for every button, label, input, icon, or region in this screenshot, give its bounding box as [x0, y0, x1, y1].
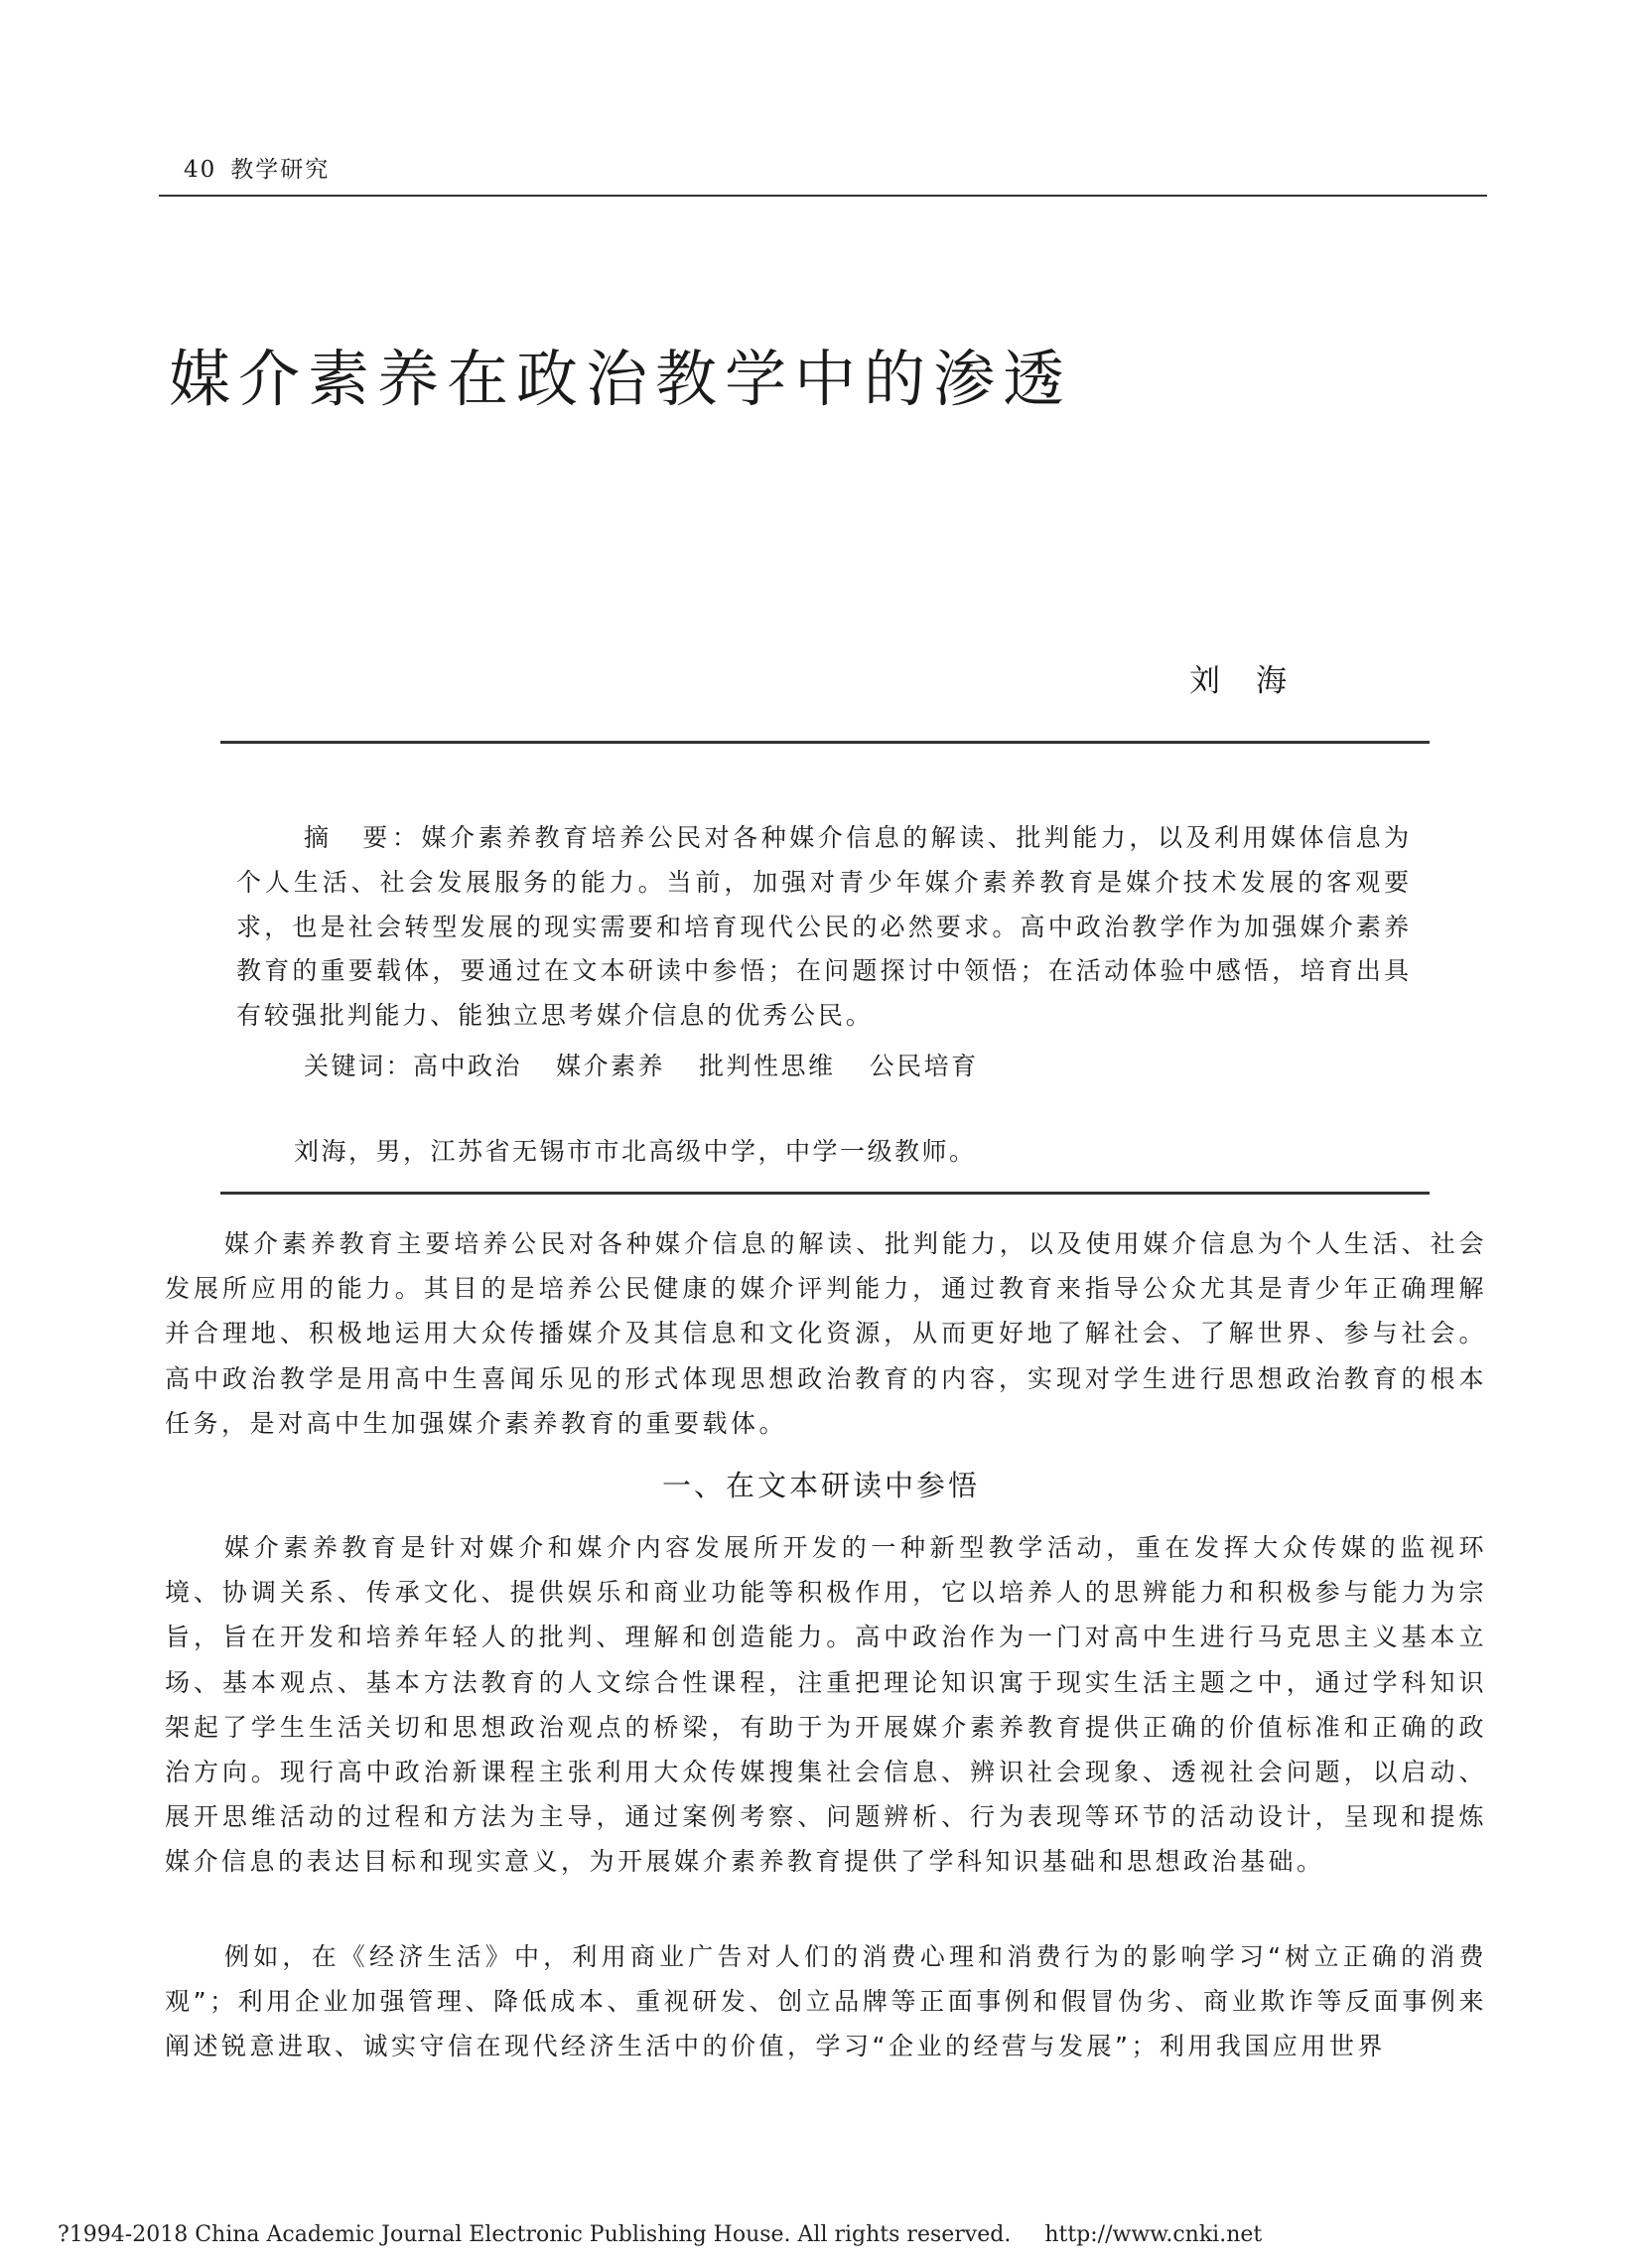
footer-url[interactable]: http://www.cnki.net	[1044, 2222, 1263, 2247]
abstract-label: 摘 要：	[304, 823, 422, 852]
abstract-bottom-rule	[220, 1192, 1430, 1195]
footer-copyright: ?1994-2018 China Academic Journal Electronic Publishing House. All rights reserved.	[58, 2222, 1012, 2247]
keyword: 公民培育	[869, 1052, 979, 1080]
footer	[58, 2222, 1262, 2247]
abstract-top-rule	[220, 741, 1430, 744]
keywords	[304, 1047, 979, 1082]
keyword: 媒介素养	[556, 1052, 666, 1080]
header-rule	[159, 195, 1487, 197]
abstract-text: 媒介素养教育培养公民对各种媒介信息的解读、批判能力，以及利用媒体信息为个人生活、社会发展服务的能力。当前，加强对青少年媒介素养教育是媒介技术发展的客观要求，也是社会转型发展的现实需要和培育现代公民的必然要求。高中政治教学作为加强媒介素养教育的重要载体，要通过在文本研读中参悟；在问题探讨中领悟；在活动体验中感悟，培育出具有较强批判能力、能独立思考媒介信息的优秀公民。	[236, 823, 1412, 1031]
author-family-name: 刘	[1189, 663, 1222, 699]
keywords-label: 关键词：	[304, 1052, 414, 1080]
body-paragraph: 媒介素养教育是针对媒介和媒介内容发展所开发的一种新型教学活动，重在发挥大众传媒的监视环境、协调关系、传承文化、提供娱乐和商业功能等积极作用，它以培养人的思辨能力和积极参与能力为宗旨，旨在开发和培养年轻人的批判、理解和创造能力。高中政治作为一门对高中生进行马克思主义基本立场、基本观点、基本方法教育的人文综合性课程，注重把理论知识寓于现实生活主题之中，通过学科知识架起了学生生活关切和思想政治观点的桥梁，有助于为开展媒介素养教育提供正确的价值标准和正确的政治方向。现行高中政治新课程主张利用大众传媒搜集社会信息、辨识社会现象、透视社会问题，以启动、展开思维活动的过程和方法为主导，通过案例考察、问题辨析、行为表现等环节的活动设计，呈现和提炼媒介信息的表达目标和现实意义，为开展媒介素养教育提供了学科知识基础和思想政治基础。	[165, 1533, 1487, 1877]
author-name	[1189, 655, 1289, 700]
page-number: 40	[184, 157, 217, 183]
running-header	[184, 151, 330, 184]
author-given-name: 海	[1256, 663, 1289, 699]
author-note: 刘海，男，江苏省无锡市市北高级中学，中学一级教师。	[294, 1137, 977, 1166]
intro-paragraph: 媒介素养教育主要培养公民对各种媒介信息的解读、批判能力，以及使用媒介信息为个人生活、社会发展所应用的能力。其目的是培养公民健康的媒介评判能力，通过教育来指导公众尤其是青少年正确理解并合理地、积极地运用大众传播媒介及其信息和文化资源，从而更好地了解社会、了解世界、参与社会。高中政治教学是用高中生喜闻乐见的形式体现思想政治教育的内容，实现对学生进行思想政治教育的根本任务，是对高中生加强媒介素养教育的重要载体。	[165, 1229, 1487, 1438]
keyword: 批判性思维	[699, 1052, 836, 1080]
keyword: 高中政治	[413, 1052, 523, 1080]
section-heading: 一、在文本研读中参悟	[661, 1469, 980, 1502]
article-title: 媒介素养在政治教学中的渗透	[169, 343, 1073, 415]
journal-section: 教学研究	[230, 157, 331, 183]
body-paragraph: 例如，在《经济生活》中，利用商业广告对人们的消费心理和消费行为的影响学习“树立正确的消费观”；利用企业加强管理、降低成本、重视研发、创立品牌等正面事例和假冒伪劣、商业欺诈等反面事例来阐述锐意进取、诚实守信在现代经济生活中的价值，学习“企业的经营与发展”；利用我国应用世界	[165, 1942, 1487, 2061]
abstract	[236, 816, 1412, 1039]
